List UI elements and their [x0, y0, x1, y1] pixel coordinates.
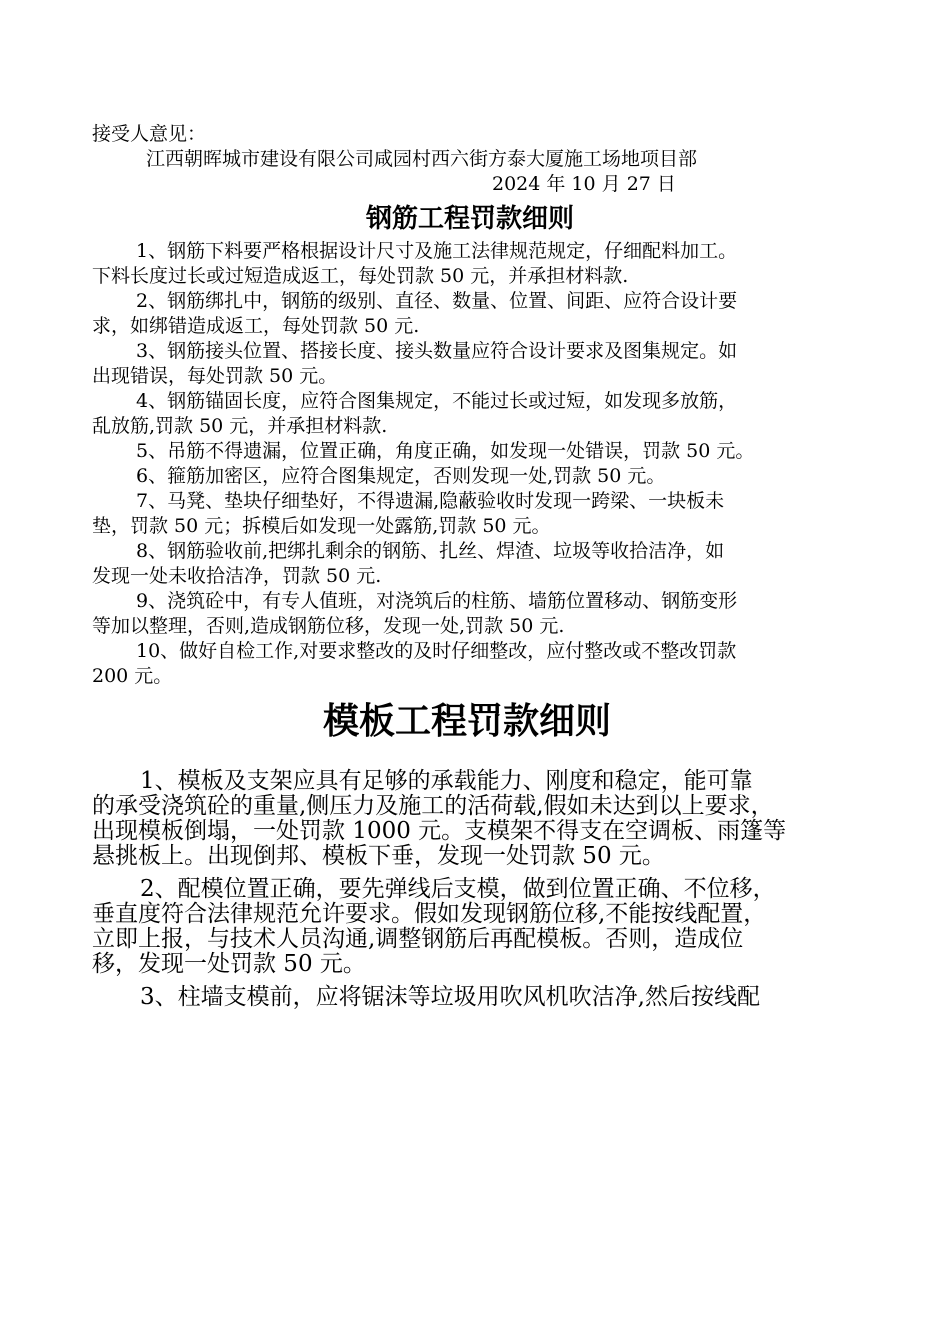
rule-line: 10、做好自检工作,对要求整改的及时仔细整改，应付整改或不整改罚款: [136, 640, 737, 662]
rule-line: 2、钢筋绑扎中，钢筋的级别、直径、数量、位置、间距、应符合设计要: [136, 290, 738, 312]
rule-paragraph: [92, 289, 852, 339]
rule-paragraph: [92, 539, 852, 589]
organization-name: 江西朝晖城市建设有限公司咸园村西六街方泰大厦施工场地项目部: [146, 148, 698, 170]
receiver-opinion-label: 接受人意见：: [92, 123, 207, 145]
rule-line: 2、配模位置正确，要先弹线后支模，做到位置正确、不位移，: [140, 876, 776, 902]
rule-line: 下料长度过长或过短造成返工，每处罚款 50 元，并承担材料款.: [92, 265, 629, 287]
rule-paragraph: [92, 489, 852, 539]
rule-line: 乱放筋,罚款 50 元，并承担材料款.: [92, 415, 388, 437]
rule-line: 1、钢筋下料要严格根据设计尺寸及施工法律规范规定，仔细配料加工。: [136, 240, 738, 262]
rule-line: 出现错误，每处罚款 50 元。: [92, 365, 338, 387]
rule-paragraph: [92, 464, 852, 489]
rule-line: 立即上报，与技术人员沟通,调整钢筋后再配模板。否则，造成位: [92, 926, 744, 952]
rule-paragraph: [92, 639, 852, 689]
rule-line: 9、浇筑砼中，有专人值班，对浇筑后的柱筋、墙筋位置移动、钢筋变形: [136, 590, 738, 612]
rule-line: 发现一处未收拾洁净，罚款 50 元.: [92, 565, 382, 587]
rule-line: 的承受浇筑砼的重量,侧压力及施工的活荷载,假如未达到以上要求，: [92, 793, 774, 819]
rule-line: 1、模板及支架应具有足够的承载能力、刚度和稳定，能可靠: [140, 768, 753, 794]
rule-line: 求，如绑错造成返工，每处罚款 50 元.: [92, 315, 420, 337]
rule-line: 6、箍筋加密区，应符合图集规定，否则发现一处,罚款 50 元。: [136, 465, 666, 487]
document-date: 2024 年 10 月 27 日: [492, 173, 676, 195]
rule-line: 4、钢筋锚固长度，应符合图集规定，不能过长或过短，如发现多放筋，: [136, 390, 738, 412]
rule-paragraph: [92, 239, 852, 289]
section-title-formwork: 模板工程罚款细则: [322, 700, 611, 742]
rule-paragraph: [92, 339, 852, 389]
rule-paragraph: [92, 867, 852, 977]
rule-line: 3、柱墙支模前，应将锯沫等垃圾用吹风机吹洁净,然后按线配: [140, 984, 760, 1010]
rule-line: 200 元。: [92, 665, 173, 687]
rule-line: 垫，罚款 50 元；拆模后如发现一处露筋,罚款 50 元。: [92, 515, 551, 537]
rule-line: 5、吊筋不得遗漏，位置正确，角度正确，如发现一处错误，罚款 50 元。: [136, 440, 755, 462]
section-title-rebar: 钢筋工程罚款细则: [365, 204, 574, 234]
rule-line: 8、钢筋验收前,把绑扎剩余的钢筋、扎丝、焊渣、垃圾等收拾洁净，如: [136, 540, 725, 562]
rule-paragraph: [92, 439, 852, 464]
rule-paragraph: [92, 589, 852, 639]
rule-line: 垂直度符合法律规范允许要求。假如发现钢筋位移,不能按线配置，: [92, 901, 767, 927]
rule-paragraph: [92, 759, 852, 869]
rule-line: 3、钢筋接头位置、搭接长度、接头数量应符合设计要求及图集规定。如: [136, 340, 738, 362]
document-page: [92, 122, 852, 1008]
rule-line: 移，发现一处罚款 50 元。: [92, 951, 366, 977]
rule-paragraph: [92, 389, 852, 439]
rule-line: 7、马凳、垫块仔细垫好，不得遗漏,隐蔽验收时发现一跨梁、一块板未: [136, 490, 725, 512]
rule-line: 等加以整理，否则,造成钢筋位移，发现一处,罚款 50 元.: [92, 615, 565, 637]
rule-paragraph: [92, 975, 852, 1010]
rebar-rules: [92, 239, 852, 689]
rule-line: 出现模板倒塌，一处罚款 1000 元。支模架不得支在空调板、雨篷等: [92, 818, 787, 844]
formwork-rules: [92, 759, 852, 1010]
rule-line: 悬挑板上。出现倒邦、模板下垂，发现一处罚款 50 元。: [92, 843, 665, 869]
